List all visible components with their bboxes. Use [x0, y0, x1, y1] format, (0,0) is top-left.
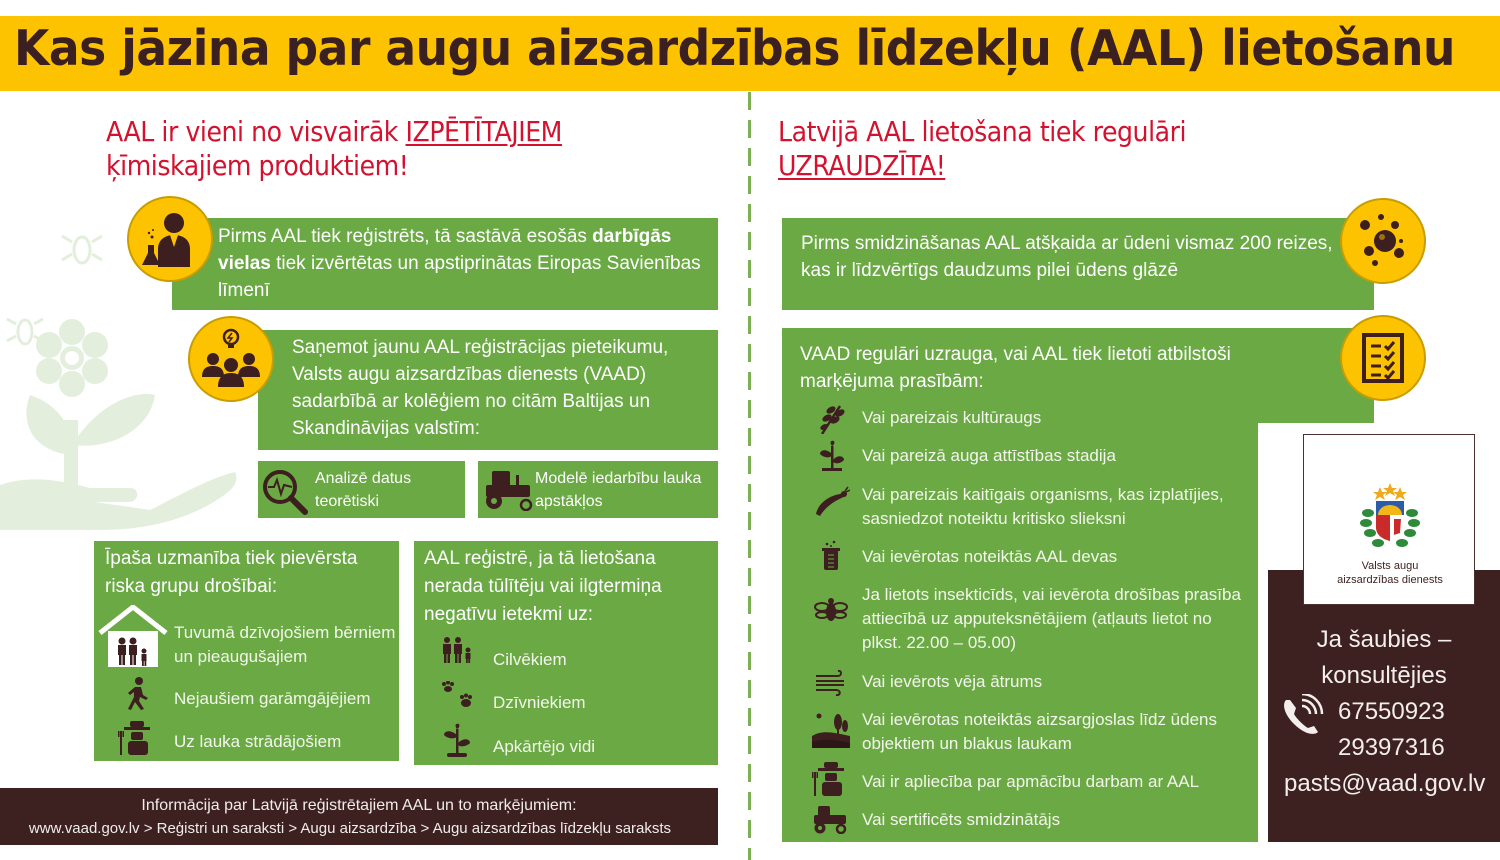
contact-email-link[interactable]: pasts@vaad.gov.lv: [1284, 770, 1486, 797]
vaad-cooperation-box: [258, 330, 718, 450]
droplets-icon: [1355, 211, 1411, 271]
registry-info-footer: [0, 788, 718, 845]
team-idea-icon: [199, 327, 263, 391]
team-idea-circle: [188, 316, 274, 402]
risk-item-passersby: Nejaušiem garāmgājējiem: [174, 689, 371, 708]
coat-of-arms-icon: [1354, 483, 1426, 553]
monitoring-text: VAAD regulāri uzrauga, vai AAL tiek lietoti atbilstoši marķējuma prasībām:: [800, 344, 1231, 392]
left-heading-line2: ķīmiskajiem produktiem!: [106, 149, 409, 182]
contact-doubt-text: Ja šaubies –: [1316, 626, 1452, 653]
center-divider: [748, 92, 751, 860]
caterpillar-icon: [814, 486, 850, 516]
risk-item-workers: Uz lauka strādājošiem: [174, 732, 342, 751]
monitor-item-dose: Vai ievērotas noteiktās AAL devas: [862, 547, 1118, 566]
title-bar: [0, 16, 1500, 91]
monitor-item-training: Vai ir apliecība par apmācību darbam ar AAL: [862, 772, 1200, 791]
field-model-text: Modelē iedarbību lauka apstākļos: [535, 470, 702, 510]
walking-person-icon: [124, 677, 150, 711]
droplets-circle: [1340, 198, 1426, 284]
plant-icon: [442, 723, 472, 757]
impact-item-animals: Dzīvniekiem: [493, 693, 586, 712]
farmer-icon: [812, 762, 848, 796]
monitor-item-sprayer: Vai sertificēts smidzinātājs: [862, 810, 1061, 829]
beaker-icon: [822, 540, 840, 570]
risk-groups-heading: Īpaša uzmanība tiek pievērsta riska grupu drošībai:: [105, 548, 358, 597]
monitor-item-crop: Vai pareizais kultūraugs: [862, 408, 1042, 427]
phone-number-2[interactable]: 29397316: [1338, 734, 1445, 761]
page-title: Kas jāzina par augu aizsardzības līdzekļu (AAL) lietošanu: [14, 20, 1455, 77]
right-heading-line1: Latvijā AAL lietošana tiek regulāri: [778, 115, 1187, 148]
family-icon: [440, 637, 474, 663]
logo-text-line2: aizsardzības dienests: [1337, 574, 1443, 586]
phone-icon[interactable]: [1280, 694, 1328, 738]
analyze-data-text: Analizē datus teorētiski: [315, 470, 412, 510]
landscape-icon: [812, 710, 850, 748]
tractor-icon: [812, 804, 848, 834]
left-heading-line1: AAL ir vieni no visvairāk: [106, 115, 406, 148]
farmer-icon: [118, 721, 154, 755]
bee-icon: [814, 596, 848, 626]
logo-text-line1: Valsts augu: [1361, 560, 1419, 572]
impact-item-environment: Apkārtējo vidi: [493, 737, 596, 756]
impact-box: [414, 541, 718, 765]
leaf-branch-icon: [818, 402, 846, 434]
dilution-text: Pirms smidzināšanas AAL atšķaida ar ūdeni vismaz 200 reizes, kas ir līdzvērtīgs daudzums pilei ūdens glāzē: [801, 233, 1333, 281]
checklist-circle: [1340, 315, 1426, 401]
contact-panel: [1268, 570, 1500, 842]
monitor-item-pollinators: Ja lietots insekticīds, vai ievērota drošības prasība attiecībā uz apputeksnētājiem (atļauts lietot no plkst. 22.00 – 05.00): [862, 585, 1241, 652]
magnifier-pulse-icon: [260, 467, 310, 515]
registration-eu-text: Pirms AAL tiek reģistrēts, tā sastāvā esošās darbīgās vielas tiek izvērtētas un apstiprinātas Eiropas Savienības līmenī: [218, 226, 701, 301]
scientist-icon: [140, 209, 200, 269]
left-heading-emphasis: IZPĒTĪTAJIEM: [405, 115, 562, 148]
family-house-icon: [98, 605, 168, 667]
checklist-icon: [1361, 332, 1405, 384]
vaad-logo: [1303, 434, 1475, 605]
impact-item-humans: Cilvēkiem: [493, 650, 567, 669]
risk-groups-box: [94, 541, 399, 761]
registry-path-link[interactable]: www.vaad.gov.lv > Reģistri un saraksti > Augu aizsardzība > Augu aizsardzības līdzekļu saraksts: [28, 820, 672, 837]
tractor-icon: [482, 469, 534, 511]
monitor-item-buffer-zones: Vai ievērotas noteiktās aizsargjoslas līdz ūdens objektiem un blakus laukam: [862, 710, 1217, 753]
monitor-item-pest: Vai pareizais kaitīgais organisms, kas izplatījies, sasniedzot noteiktu kritisko slieksni: [862, 485, 1224, 528]
paw-icon: [440, 681, 476, 711]
registry-info-line1: Informācija par Latvijā reģistrētajiem AAL un to marķējumiem:: [141, 797, 577, 814]
field-model-box: [478, 461, 718, 518]
right-heading: [778, 115, 1186, 183]
monitor-item-stage: Vai pareizā auga attīstības stadija: [862, 446, 1116, 465]
seedling-icon: [818, 440, 846, 472]
wind-icon: [814, 670, 848, 696]
registration-eu-box: [172, 218, 718, 310]
vaad-cooperation-text: Saņemot jaunu AAL reģistrācijas pieteikumu, Valsts augu aizsardzības dienests (VAAD) sadarbībā ar kolēģiem no citām Baltijas un Skandināvijas valstīm:: [292, 337, 669, 439]
monitor-item-wind: Vai ievērots vēja ātrums: [862, 672, 1043, 691]
right-heading-emphasis: UZRAUDZĪTA!: [778, 149, 946, 182]
analyze-data-box: [258, 461, 465, 518]
impact-heading: AAL reģistrē, ja tā lietošana nerada tūlītēju vai ilgtermiņa negatīvu ietekmi uz:: [424, 548, 662, 625]
phone-number-1[interactable]: 67550923: [1338, 698, 1445, 725]
risk-item-residents: Tuvumā dzīvojošiem bērniem un pieaugušajiem: [174, 623, 396, 666]
scientist-circle: [127, 196, 213, 282]
contact-consult-text: konsultējies: [1321, 662, 1447, 689]
left-heading: [106, 115, 562, 183]
dilution-box: [782, 218, 1374, 310]
